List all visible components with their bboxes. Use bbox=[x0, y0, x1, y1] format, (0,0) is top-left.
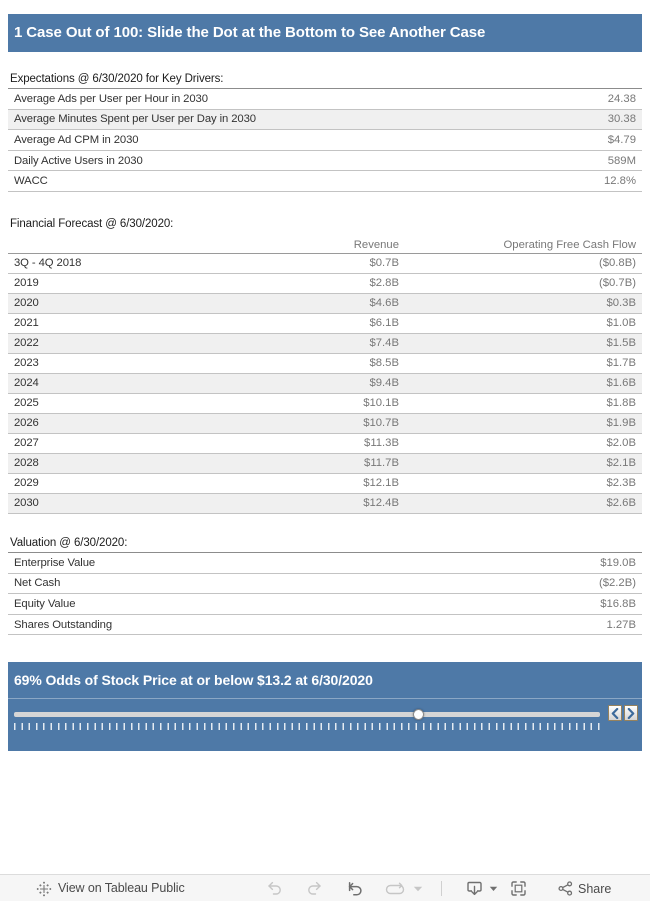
toolbar-separator bbox=[441, 881, 442, 896]
table-row bbox=[8, 130, 642, 151]
key-drivers-title: Expectations @ 6/30/2020 for Key Drivers: bbox=[8, 73, 642, 89]
dashboard bbox=[0, 14, 650, 751]
table-row: 2023 $8.5B $1.7B bbox=[8, 354, 642, 374]
forecast-table bbox=[8, 237, 642, 514]
table-row: Equity Value $16.8B bbox=[8, 594, 642, 615]
chevron-left-icon bbox=[611, 708, 619, 719]
share-button[interactable] bbox=[558, 875, 611, 902]
slider-ticks bbox=[14, 723, 600, 730]
row-label: Average Ads per User per Hour in 2030 bbox=[14, 92, 208, 105]
chevron-right-icon bbox=[627, 708, 635, 719]
download-caret-button[interactable] bbox=[489, 875, 498, 902]
table-row: 3Q - 4Q 2018 $0.7B ($0.8B) bbox=[8, 254, 642, 274]
fullscreen-button[interactable] bbox=[510, 875, 527, 902]
slider-track[interactable] bbox=[14, 709, 600, 720]
forecast-column-headers bbox=[8, 237, 642, 254]
table-row bbox=[8, 151, 642, 172]
row-value: 24.38 bbox=[607, 92, 636, 105]
row-value: $4.79 bbox=[607, 133, 636, 146]
table-row: 2030 $12.4B $2.6B bbox=[8, 494, 642, 514]
download-button[interactable] bbox=[466, 875, 483, 902]
case-title-banner bbox=[8, 14, 642, 52]
slider-next-button[interactable] bbox=[624, 705, 638, 721]
redo-button[interactable] bbox=[306, 875, 323, 902]
forecast-title: Financial Forecast @ 6/30/2020: bbox=[10, 217, 174, 230]
refresh-icon bbox=[385, 882, 405, 896]
key-drivers-table bbox=[8, 89, 642, 192]
slider-prev-button[interactable] bbox=[608, 705, 622, 721]
view-on-tableau-public-link[interactable]: View on Tableau Public bbox=[58, 881, 185, 895]
table-row: 2025 $10.1B $1.8B bbox=[8, 394, 642, 414]
table-row: Shares Outstanding 1.27B bbox=[8, 615, 642, 636]
row-label: Average Minutes Spent per User per Day in 2030 bbox=[14, 113, 256, 126]
table-row: Net Cash ($2.2B) bbox=[8, 574, 642, 595]
case-title: 1 Case Out of 100: Slide the Dot at the Bottom to See Another Case bbox=[14, 24, 486, 41]
tableau-logo-icon bbox=[36, 875, 52, 902]
table-row: 2029 $12.1B $2.3B bbox=[8, 474, 642, 494]
column-header-ofcf: Operating Free Cash Flow bbox=[503, 238, 636, 251]
row-value: 30.38 bbox=[607, 113, 636, 126]
row-label: WACC bbox=[14, 175, 48, 188]
column-header-revenue: Revenue bbox=[353, 238, 399, 251]
table-row: 2024 $9.4B $1.6B bbox=[8, 374, 642, 394]
odds-panel bbox=[8, 662, 642, 751]
fullscreen-icon bbox=[510, 880, 527, 897]
row-label: Daily Active Users in 2030 bbox=[14, 154, 143, 167]
table-row bbox=[8, 110, 642, 131]
odds-title-banner bbox=[8, 662, 642, 698]
undo-button[interactable] bbox=[266, 875, 283, 902]
table-row: Enterprise Value $19.0B bbox=[8, 553, 642, 574]
table-row: 2020 $4.6B $0.3B bbox=[8, 294, 642, 314]
table-row: 2027 $11.3B $2.0B bbox=[8, 434, 642, 454]
slider-thumb[interactable] bbox=[413, 709, 424, 720]
table-row: 2019 $2.8B ($0.7B) bbox=[8, 274, 642, 294]
valuation-table bbox=[8, 553, 642, 635]
table-row: 2021 $6.1B $1.0B bbox=[8, 314, 642, 334]
redo-icon bbox=[306, 881, 323, 896]
row-label: Average Ad CPM in 2030 bbox=[14, 133, 139, 146]
history-caret-button[interactable] bbox=[413, 875, 423, 902]
revert-button[interactable] bbox=[346, 875, 364, 902]
share-label: Share bbox=[578, 881, 612, 896]
tableau-toolbar bbox=[0, 874, 650, 901]
table-row: 2028 $11.7B $2.1B bbox=[8, 454, 642, 474]
case-slider bbox=[8, 698, 642, 751]
undo-icon bbox=[266, 881, 283, 896]
odds-title: 69% Odds of Stock Price at or below $13.2 at 6/30/2020 bbox=[14, 672, 373, 689]
share-icon bbox=[558, 881, 573, 896]
row-value: 589M bbox=[607, 154, 636, 167]
table-row bbox=[8, 171, 642, 192]
revert-icon bbox=[346, 881, 364, 897]
table-row: 2022 $7.4B $1.5B bbox=[8, 334, 642, 354]
refresh-button[interactable] bbox=[385, 875, 405, 902]
row-value: 12.8% bbox=[603, 175, 636, 188]
valuation-title: Valuation @ 6/30/2020: bbox=[8, 537, 642, 553]
table-row bbox=[8, 89, 642, 110]
caret-down-icon bbox=[413, 886, 423, 892]
table-row: 2026 $10.7B $1.9B bbox=[8, 414, 642, 434]
download-icon bbox=[466, 880, 483, 897]
caret-down-icon bbox=[489, 886, 498, 892]
